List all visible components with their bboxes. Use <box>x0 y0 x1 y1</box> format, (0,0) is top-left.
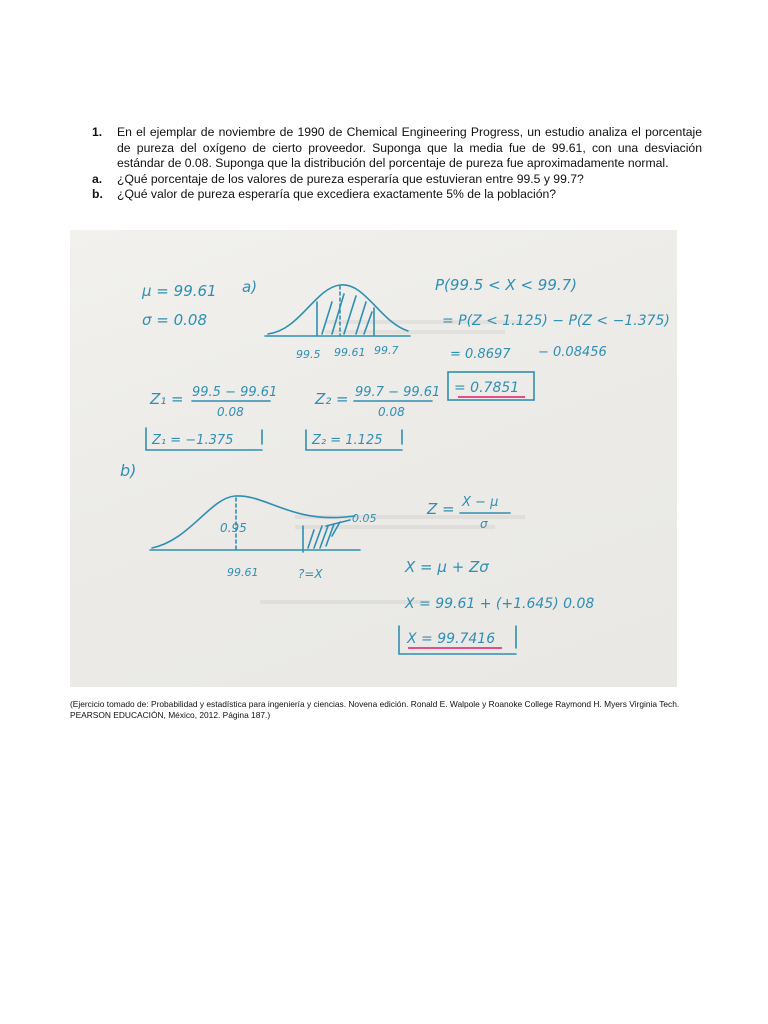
curve-b-mean: 99.61 <box>227 566 259 579</box>
question-letter-a: a. <box>92 171 103 186</box>
x-result: X = 99.7416 <box>407 631 496 647</box>
mu-value: μ = 99.61 <box>142 282 217 300</box>
question-1 <box>92 125 702 172</box>
z2-result: Z₂ = 1.125 <box>312 433 383 448</box>
problem-statement <box>92 125 702 203</box>
z-formula-numerator: X − μ <box>462 495 499 510</box>
z2-denominator: 0.08 <box>378 405 405 419</box>
source-citation: (Ejercicio tomado de: Probabilidad y estadística para ingeniería y ciencias. Novena edición. Ronald E. Walpole y Roanoke College Raymond H. Myers Virginia Tech. PEARSON EDUCACIÓN, México, 2012. Página 187.) <box>70 699 680 720</box>
question-letter-b: b. <box>92 187 103 201</box>
curve-b-center-area: 0.95 <box>220 521 247 535</box>
sigma-value: σ = 0.08 <box>142 311 208 329</box>
x-equation-1: X = μ + Zσ <box>405 558 489 576</box>
question-text: En el ejemplar de noviembre de 1990 de Chemical Engineering Progress, un estudio analiza el porcentaje de pureza del oxígeno de cierto proveedor. Suponga que la media fue de 99.61, con una desviación estándar de 0.08. Suponga que la distribución del porcentaje de pureza fue aproximadamente normal. <box>117 125 702 170</box>
normal-curve-a <box>265 285 410 336</box>
z1-numerator: 99.5 − 99.61 <box>192 385 278 400</box>
probability-step-2-right: − 0.08456 <box>538 345 607 360</box>
question-b <box>92 187 702 203</box>
question-number: 1. <box>92 125 103 139</box>
handwritten-solution-drawing <box>70 230 677 687</box>
curve-b-tail-area: 0.05 <box>352 512 377 525</box>
normal-curve-b <box>150 496 360 552</box>
z2-numerator: 99.7 − 99.61 <box>355 385 441 400</box>
curve-a-label-mean: 99.61 <box>334 346 366 359</box>
probability-step-2-left: = 0.8697 <box>450 347 511 362</box>
curve-a-label-lower: 99.5 <box>296 348 321 361</box>
part-b-label: b) <box>120 461 137 480</box>
probability-result: = 0.7851 <box>454 380 520 396</box>
question-b-text: ¿Qué valor de pureza esperaría que excediera exactamente 5% de la población? <box>117 187 557 201</box>
handwritten-solution-photo <box>70 230 677 687</box>
z1-lhs: Z₁ = <box>150 390 184 408</box>
z2-lhs: Z₂ = <box>315 390 349 408</box>
curve-b-x: ?=X <box>298 567 323 581</box>
z1-result: Z₁ = −1.375 <box>152 433 234 448</box>
z-formula-denominator: σ <box>480 517 488 531</box>
z1-denominator: 0.08 <box>217 405 244 419</box>
probability-expression: P(99.5 < X < 99.7) <box>435 276 578 294</box>
question-a-text: ¿Qué porcentaje de los valores de pureza esperaría que estuvieran entre 99.5 y 99.7? <box>117 171 584 186</box>
curve-a-label-upper: 99.7 <box>374 344 399 357</box>
x-equation-2: X = 99.61 + (+1.645) 0.08 <box>405 596 595 612</box>
z-formula-lhs: Z = <box>427 500 455 518</box>
part-a-label: a) <box>242 278 258 296</box>
probability-step-1: = P(Z < 1.125) − P(Z < −1.375) <box>442 313 670 329</box>
question-a <box>92 172 702 188</box>
